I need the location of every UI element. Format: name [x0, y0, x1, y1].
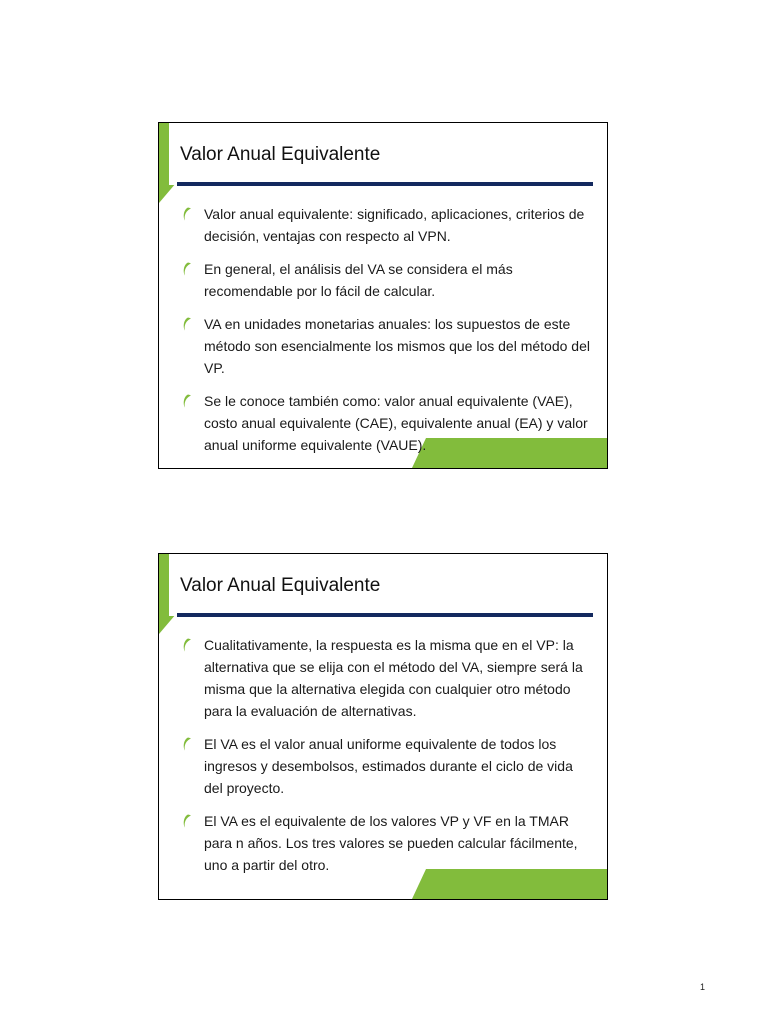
- crescent-bullet-icon: [182, 262, 192, 276]
- bullet-item: [173, 258, 593, 302]
- bullet-item: [173, 810, 593, 876]
- crescent-bullet-icon: [182, 317, 192, 331]
- crescent-bullet-icon: [182, 638, 192, 652]
- bullet-text: En general, el análisis del VA se considera el más recomendable por lo fácil de calcular.: [204, 261, 513, 299]
- bullet-item: [173, 313, 593, 379]
- crescent-bullet-icon: [182, 814, 192, 828]
- crescent-bullet-icon: [182, 737, 192, 751]
- slide-1: [158, 122, 608, 469]
- bullet-item: [173, 390, 593, 456]
- bullet-text: Se le conoce también como: valor anual equivalente (VAE), costo anual equivalente (CAE), equivalente anual (EA) y valor anual uniforme equivalente (VAUE).: [204, 393, 588, 453]
- bullet-item: [173, 203, 593, 247]
- title-divider: [177, 613, 593, 617]
- bullet-text: Cualitativamente, la respuesta es la misma que en el VP: la alternativa que se elija con el método del VA, siempre será la misma que la alternativa elegida con cualquier otro método para la evaluación de alternativas.: [204, 637, 583, 719]
- slide-2: [158, 553, 608, 900]
- crescent-bullet-icon: [182, 394, 192, 408]
- bullet-text: El VA es el valor anual uniforme equivalente de todos los ingresos y desembolsos, estimados durante el ciclo de vida del proyecto.: [204, 736, 573, 796]
- bullet-item: [173, 634, 593, 722]
- bullet-list: [173, 203, 593, 467]
- crescent-bullet-icon: [182, 207, 192, 221]
- bullet-text: Valor anual equivalente: significado, aplicaciones, criterios de decisión, ventajas con respecto al VPN.: [204, 206, 585, 244]
- page-number: 1: [700, 982, 706, 992]
- bullet-text: VA en unidades monetarias anuales: los supuestos de este método son esencialmente los mismos que los del método del VP.: [204, 316, 590, 376]
- bullet-list: [173, 634, 593, 887]
- title-divider: [177, 182, 593, 186]
- slide-title: Valor Anual Equivalente: [180, 144, 381, 165]
- bullet-item: [173, 733, 593, 799]
- slide-title: Valor Anual Equivalente: [180, 575, 381, 596]
- bullet-text: El VA es el equivalente de los valores VP y VF en la TMAR para n años. Los tres valores se pueden calcular fácilmente, uno a partir del otro.: [204, 813, 578, 873]
